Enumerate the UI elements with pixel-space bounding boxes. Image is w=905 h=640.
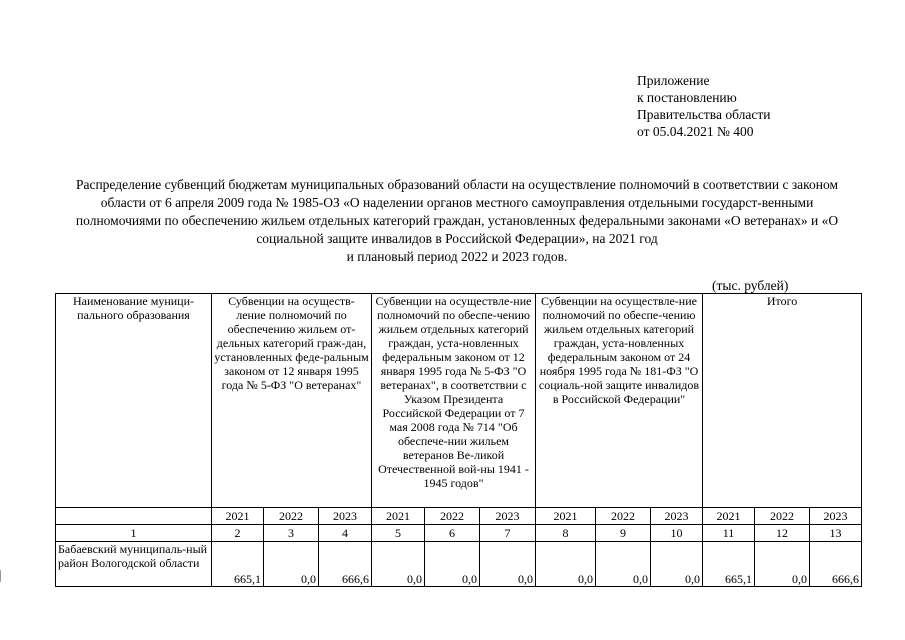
column-number: 3 — [264, 525, 319, 542]
appendix-line: от 05.04.2021 № 400 — [637, 124, 754, 139]
year-empty-cell — [56, 508, 212, 525]
units-label: (тыс. рублей) — [712, 278, 789, 293]
header-group-ww2-veterans: Субвенции на осуществле-ние полномочий по обеспе-чению жильем отдельных категорий граждан, уста-новленных федеральным законом от 12 января 1995 года № 5-ФЗ "О ветеранах", в соответствии с Указом Президента Российской Федерации от 7 мая 2008 года № 714 "Об обеспече-нии жильем ветеранов Ве-ликой Отечественной вой-ны 1941 - 1945 годов" — [372, 294, 536, 508]
scan-margin-mark — [0, 570, 5, 582]
column-number: 2 — [212, 525, 264, 542]
year-cell: 2023 — [480, 508, 536, 525]
appendix-line: к постановлению — [637, 90, 737, 105]
document-title — [62, 176, 852, 266]
column-number: 11 — [703, 525, 755, 542]
value-cell: 0,0 — [536, 542, 596, 587]
value-cell: 0,0 — [755, 542, 810, 587]
column-number: 7 — [480, 525, 536, 542]
value-cell: 665,1 — [703, 542, 755, 587]
appendix-block — [637, 72, 770, 140]
value-cell: 666,6 — [319, 542, 372, 587]
year-cell: 2023 — [810, 508, 862, 525]
table-row — [56, 542, 862, 587]
year-cell: 2023 — [651, 508, 703, 525]
header-municipality: Наименование муници-пального образования — [56, 294, 212, 508]
value-cell: 0,0 — [596, 542, 651, 587]
year-cell: 2021 — [212, 508, 264, 525]
year-cell: 2021 — [372, 508, 425, 525]
title-line: Распределение субвенций бюджетам муниципальных образований области на осуществление полномочий в соответствии с законом области от 6 апреля 2009 года № 1985-ОЗ «О наделении органов местного самоуправления отдельными государст-венными полномочиями по обеспечению жильем отдельных категорий граждан, установленных федеральными законами «О ветеранах» и «О социальной защите инвалидов в Российской Федерации», на 2021 год — [75, 177, 839, 246]
appendix-line: Правительства области — [637, 107, 771, 122]
value-cell: 0,0 — [425, 542, 480, 587]
year-cell: 2022 — [264, 508, 319, 525]
value-cell: 0,0 — [480, 542, 536, 587]
column-number: 1 — [56, 525, 212, 542]
column-number: 13 — [810, 525, 862, 542]
subventions-table — [55, 293, 862, 587]
column-number: 12 — [755, 525, 810, 542]
year-cell: 2021 — [703, 508, 755, 525]
appendix-line: Приложение — [637, 73, 710, 88]
header-group-total: Итого — [703, 294, 862, 508]
column-number: 5 — [372, 525, 425, 542]
municipality-name: Бабаевский муниципаль-ный район Вологодской области — [56, 542, 212, 587]
value-cell: 0,0 — [264, 542, 319, 587]
header-group-disabled: Субвенции на осуществле-ние полномочий по обеспе-чению жильем отдельных категорий граждан, уста-новленных федеральным законом от 24 ноября 1995 года № 181-ФЗ "О социаль-ной защите инвалидов в Российской Федерации" — [536, 294, 703, 508]
value-cell: 0,0 — [651, 542, 703, 587]
year-cell: 2022 — [755, 508, 810, 525]
year-cell: 2021 — [536, 508, 596, 525]
year-cell: 2022 — [596, 508, 651, 525]
column-number: 8 — [536, 525, 596, 542]
year-cell: 2022 — [425, 508, 480, 525]
column-number: 4 — [319, 525, 372, 542]
title-line: и плановый период 2022 и 2023 годов. — [346, 249, 568, 264]
year-cell: 2023 — [319, 508, 372, 525]
column-number: 10 — [651, 525, 703, 542]
column-number: 9 — [596, 525, 651, 542]
value-cell: 665,1 — [212, 542, 264, 587]
value-cell: 0,0 — [372, 542, 425, 587]
value-cell: 666,6 — [810, 542, 862, 587]
header-group-veterans: Субвенции на осуществ-ление полномочий по обеспечению жильем от-дельных категорий граж-дан, установленных феде-ральным законом от 12 января 1995 года № 5-ФЗ "О ветеранах" — [212, 294, 372, 508]
column-number: 6 — [425, 525, 480, 542]
